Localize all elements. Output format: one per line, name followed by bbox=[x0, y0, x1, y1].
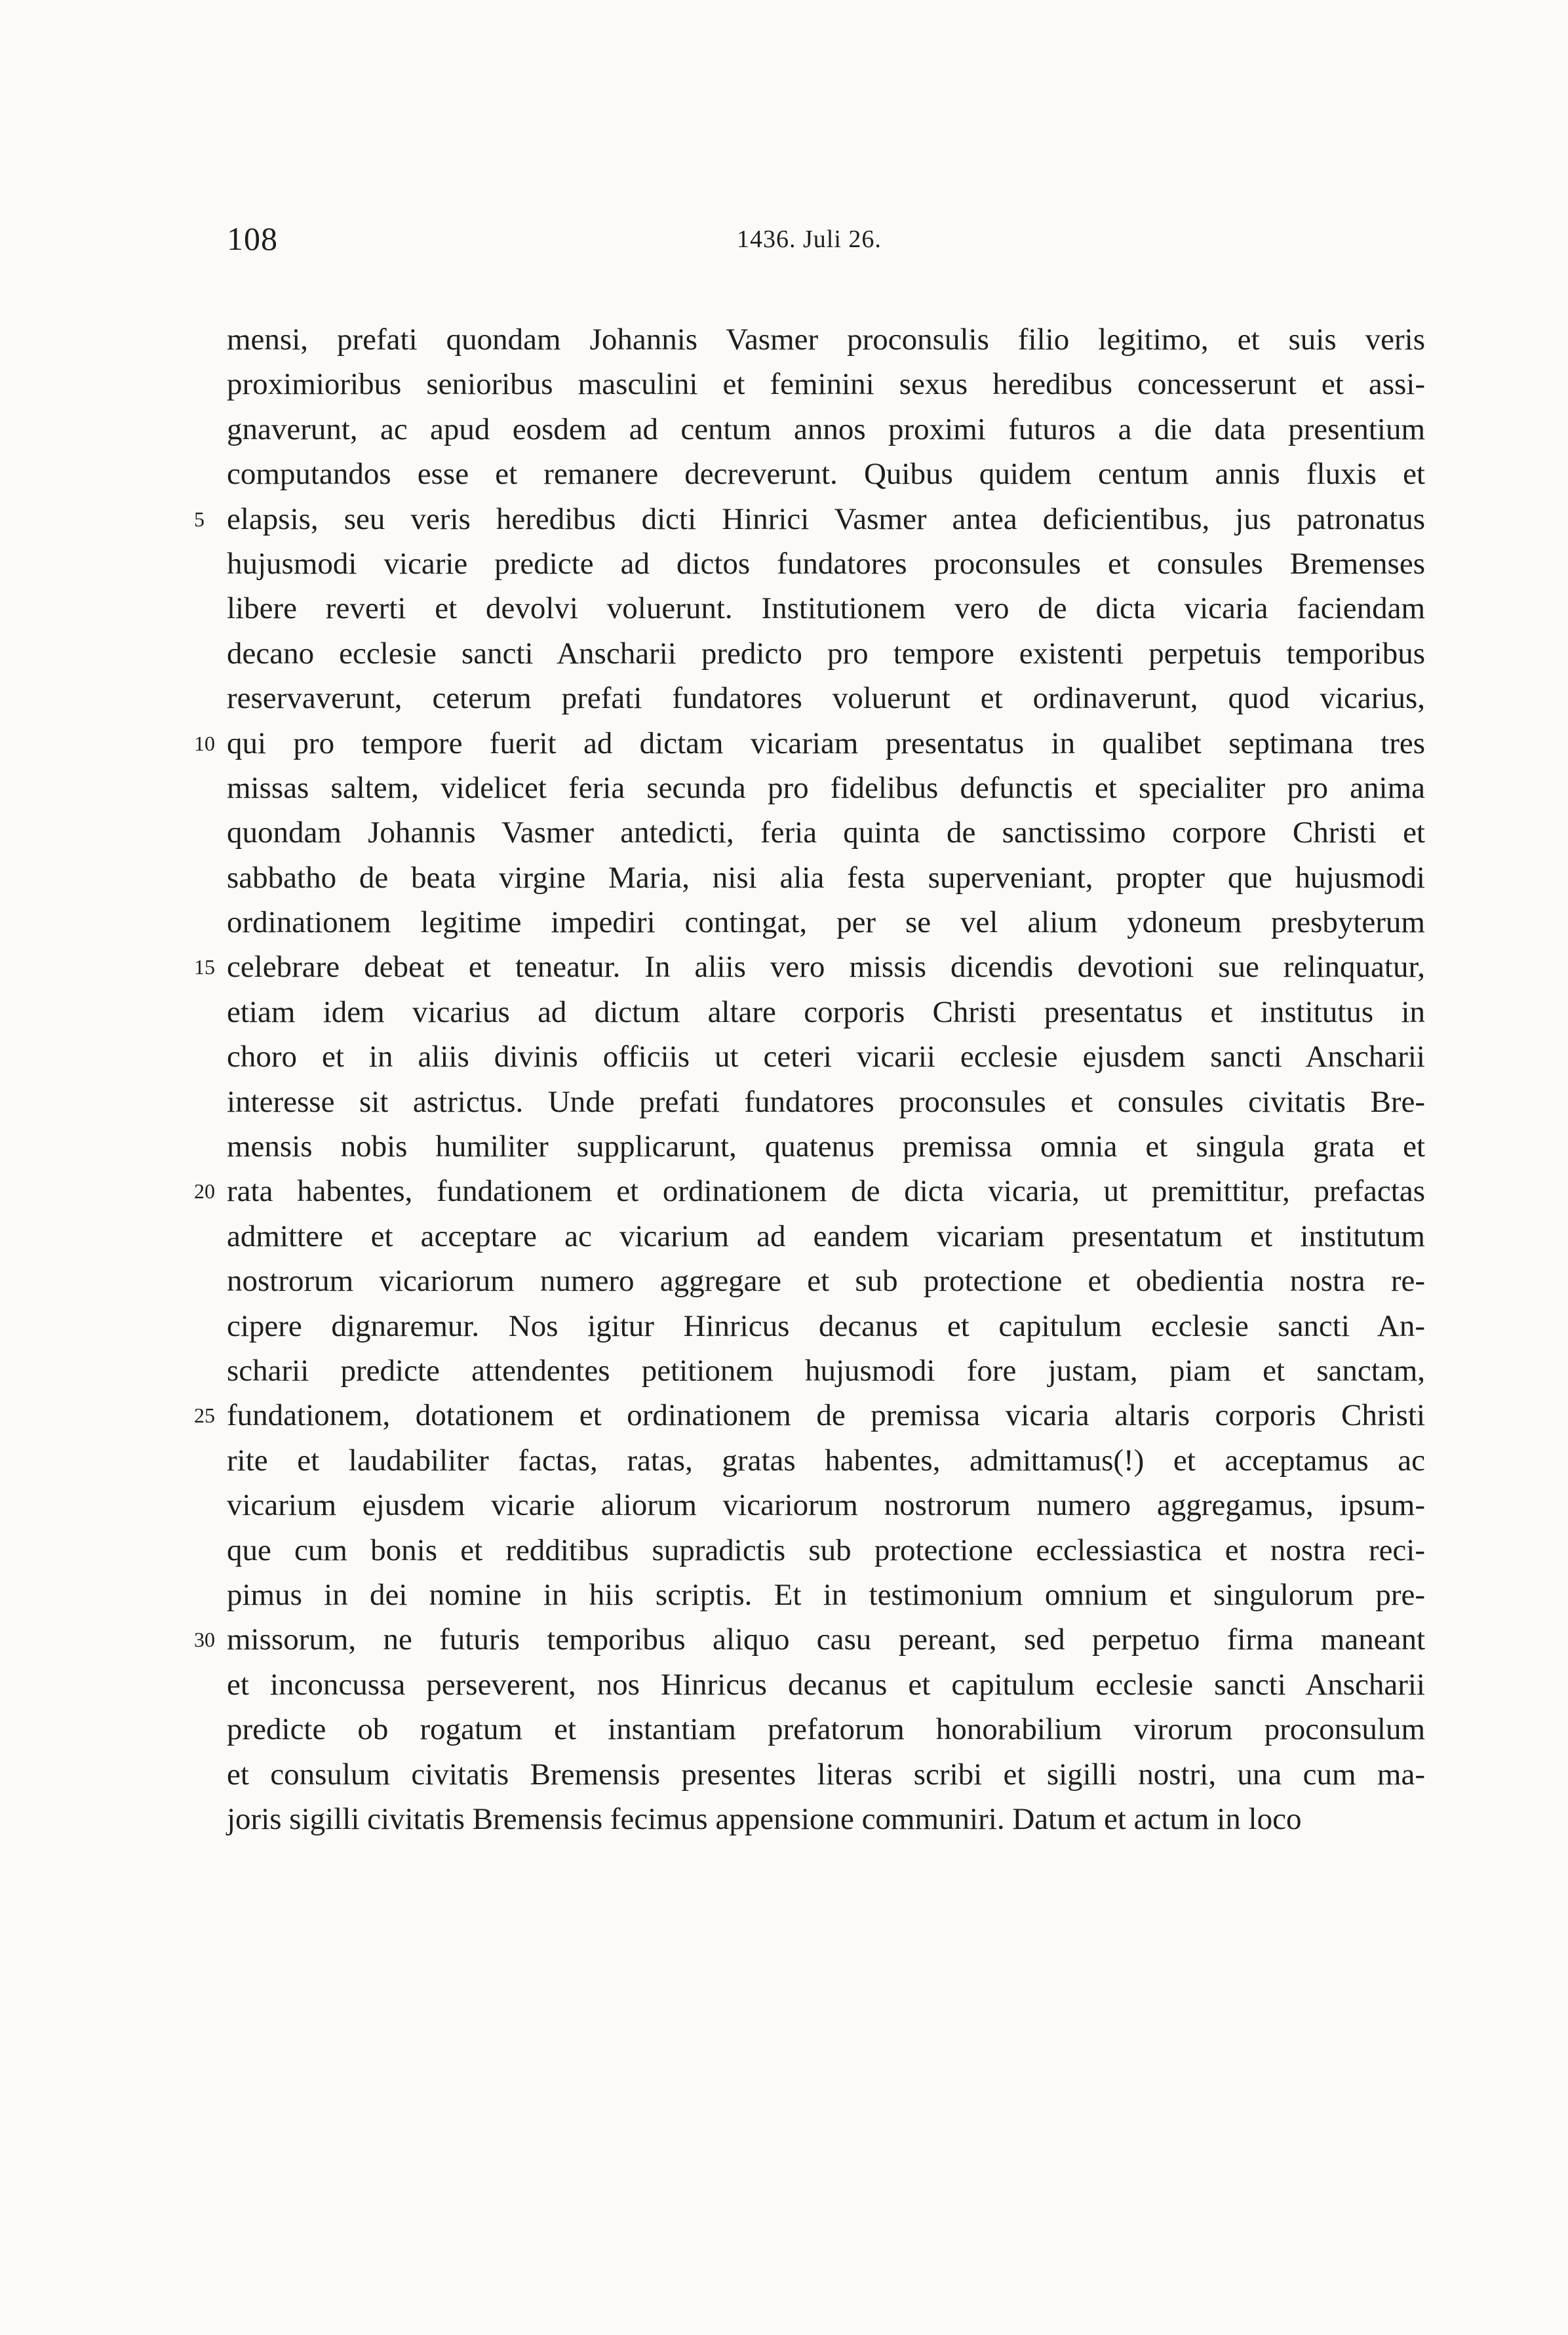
line-text: admittere et acceptare ac vicarium ad eandem vicariam presentatum et institutum bbox=[227, 1219, 1425, 1253]
line-text: ordinationem legitime impediri contingat, per se vel alium ydoneum presbyterum bbox=[227, 905, 1425, 940]
line-text: choro et in aliis divinis officiis ut ceteri vicarii ecclesie ejusdem sancti Anscharii bbox=[227, 1040, 1425, 1074]
text-line bbox=[0, 362, 1568, 406]
line-text: computandos esse et remanere decreverunt. Quibus quidem centum annis fluxis et bbox=[227, 457, 1425, 492]
line-text: elapsis, seu veris heredibus dicti Hinrici Vasmer antea deficientibus, jus patronatus bbox=[227, 501, 1425, 536]
line-text: decano ecclesie sancti Anscharii predicto pro tempore existenti perpetuis temporibus bbox=[227, 636, 1425, 671]
text-line bbox=[0, 1304, 1568, 1348]
text-line bbox=[0, 766, 1568, 810]
line-text: interesse sit astrictus. Unde prefati fundatores proconsules et consules civitatis Bre- bbox=[227, 1084, 1425, 1119]
text-line bbox=[0, 1662, 1568, 1707]
line-text: sabbatho de beata virgine Maria, nisi alia festa superveniant, propter que hujusmodi bbox=[227, 860, 1425, 895]
text-line bbox=[0, 1034, 1568, 1079]
line-number: 5 bbox=[194, 507, 205, 531]
line-text: scharii predicte attendentes petitionem hujusmodi fore justam, piam et sanctam, bbox=[227, 1353, 1425, 1388]
text-line bbox=[0, 1348, 1568, 1393]
line-text: proximioribus senioribus masculini et feminini sexus heredibus concesserunt et assi- bbox=[227, 367, 1425, 402]
text-line bbox=[0, 990, 1568, 1034]
line-text: hujusmodi vicarie predicte ad dictos fundatores proconsules et consules Bremenses bbox=[227, 546, 1425, 581]
line-text: predicte ob rogatum et instantiam prefatorum honorabilium virorum proconsulum bbox=[227, 1712, 1425, 1747]
text-line bbox=[0, 1080, 1568, 1124]
line-text: quondam Johannis Vasmer antedicti, feria quinta de sanctissimo corpore Christi et bbox=[227, 815, 1425, 850]
text-line bbox=[0, 1393, 1568, 1438]
text-line bbox=[0, 1483, 1568, 1527]
text-line bbox=[0, 1752, 1568, 1797]
text-line bbox=[0, 586, 1568, 631]
line-text: fundationem, dotationem et ordinationem de premissa vicaria altaris corporis Christi bbox=[227, 1398, 1425, 1433]
text-line bbox=[0, 1438, 1568, 1483]
line-text: libere reverti et devolvi voluerunt. Institutionem vero de dicta vicaria faciendam bbox=[227, 591, 1425, 626]
line-text: reservaverunt, ceterum prefati fundatores voluerunt et ordinaverunt, quod vicarius, bbox=[227, 681, 1425, 716]
line-number: 25 bbox=[194, 1403, 215, 1428]
line-text: pimus in dei nomine in hiis scriptis. Et in testimonium omnium et singulorum pre- bbox=[227, 1577, 1425, 1612]
line-text: mensi, prefati quondam Johannis Vasmer proconsulis filio legitimo, et suis veris bbox=[227, 323, 1425, 357]
line-text: rata habentes, fundationem et ordinationem de dicta vicaria, ut premittitur, prefactas bbox=[227, 1174, 1425, 1209]
running-head: 1436. Juli 26. bbox=[737, 226, 882, 253]
text-line bbox=[0, 1214, 1568, 1259]
text-line bbox=[0, 1573, 1568, 1617]
text-line bbox=[0, 1124, 1568, 1169]
page-number: 108 bbox=[227, 220, 278, 257]
line-text: missas saltem, videlicet feria secunda pro fidelibus defunctis et specialiter pro anima bbox=[227, 770, 1425, 805]
text-line bbox=[0, 317, 1568, 362]
text-line bbox=[0, 945, 1568, 989]
line-text: nostrorum vicariorum numero aggregare et sub protectione et obedientia nostra re- bbox=[227, 1264, 1425, 1299]
body-text bbox=[0, 317, 1568, 1841]
text-line bbox=[0, 1707, 1568, 1752]
line-text: rite et laudabiliter factas, ratas, gratas habentes, admittamus(!) et acceptamus ac bbox=[227, 1443, 1425, 1478]
text-line bbox=[0, 1617, 1568, 1662]
text-line bbox=[0, 721, 1568, 766]
line-number: 10 bbox=[194, 731, 215, 755]
line-text: gnaverunt, ac apud eosdem ad centum annos proximi futuros a die data presentium bbox=[227, 412, 1425, 446]
text-line bbox=[0, 900, 1568, 945]
line-text: que cum bonis et redditibus supradictis sub protectione ecclessiastica et nostra reci- bbox=[227, 1533, 1425, 1567]
line-text: missorum, ne futuris temporibus aliquo casu pereant, sed perpetuo firma maneant bbox=[227, 1622, 1425, 1657]
text-line bbox=[0, 1528, 1568, 1573]
line-text: cipere dignaremur. Nos igitur Hinricus decanus et capitulum ecclesie sancti An- bbox=[227, 1308, 1425, 1343]
line-text: vicarium ejusdem vicarie aliorum vicariorum nostrorum numero aggregamus, ipsum- bbox=[227, 1488, 1425, 1523]
text-line bbox=[0, 497, 1568, 541]
line-number: 30 bbox=[194, 1628, 215, 1652]
line-text: etiam idem vicarius ad dictum altare corporis Christi presentatus et institutus in bbox=[227, 994, 1425, 1029]
line-text: et inconcussa perseverent, nos Hinricus decanus et capitulum ecclesie sancti Anscharii bbox=[227, 1667, 1425, 1702]
line-text: qui pro tempore fuerit ad dictam vicariam presentatus in qualibet septimana tres bbox=[227, 726, 1425, 760]
line-number: 15 bbox=[194, 955, 215, 979]
text-line bbox=[0, 855, 1568, 900]
text-line bbox=[0, 1797, 1568, 1841]
text-line bbox=[0, 407, 1568, 452]
text-line bbox=[0, 810, 1568, 855]
text-line bbox=[0, 1169, 1568, 1213]
line-text: et consulum civitatis Bremensis presentes literas scribi et sigilli nostri, una cum ma- bbox=[227, 1757, 1425, 1792]
text-line bbox=[0, 1259, 1568, 1303]
line-text: celebrare debeat et teneatur. In aliis vero missis dicendis devotioni sue relinquatur, bbox=[227, 950, 1425, 985]
line-text: mensis nobis humiliter supplicarunt, quatenus premissa omnia et singula grata et bbox=[227, 1129, 1425, 1164]
text-line bbox=[0, 676, 1568, 720]
text-line bbox=[0, 541, 1568, 586]
text-line bbox=[0, 452, 1568, 496]
line-text: joris sigilli civitatis Bremensis fecimus appensione communiri. Datum et actum in loco bbox=[227, 1801, 1302, 1836]
text-line bbox=[0, 631, 1568, 676]
line-number: 20 bbox=[194, 1179, 215, 1204]
